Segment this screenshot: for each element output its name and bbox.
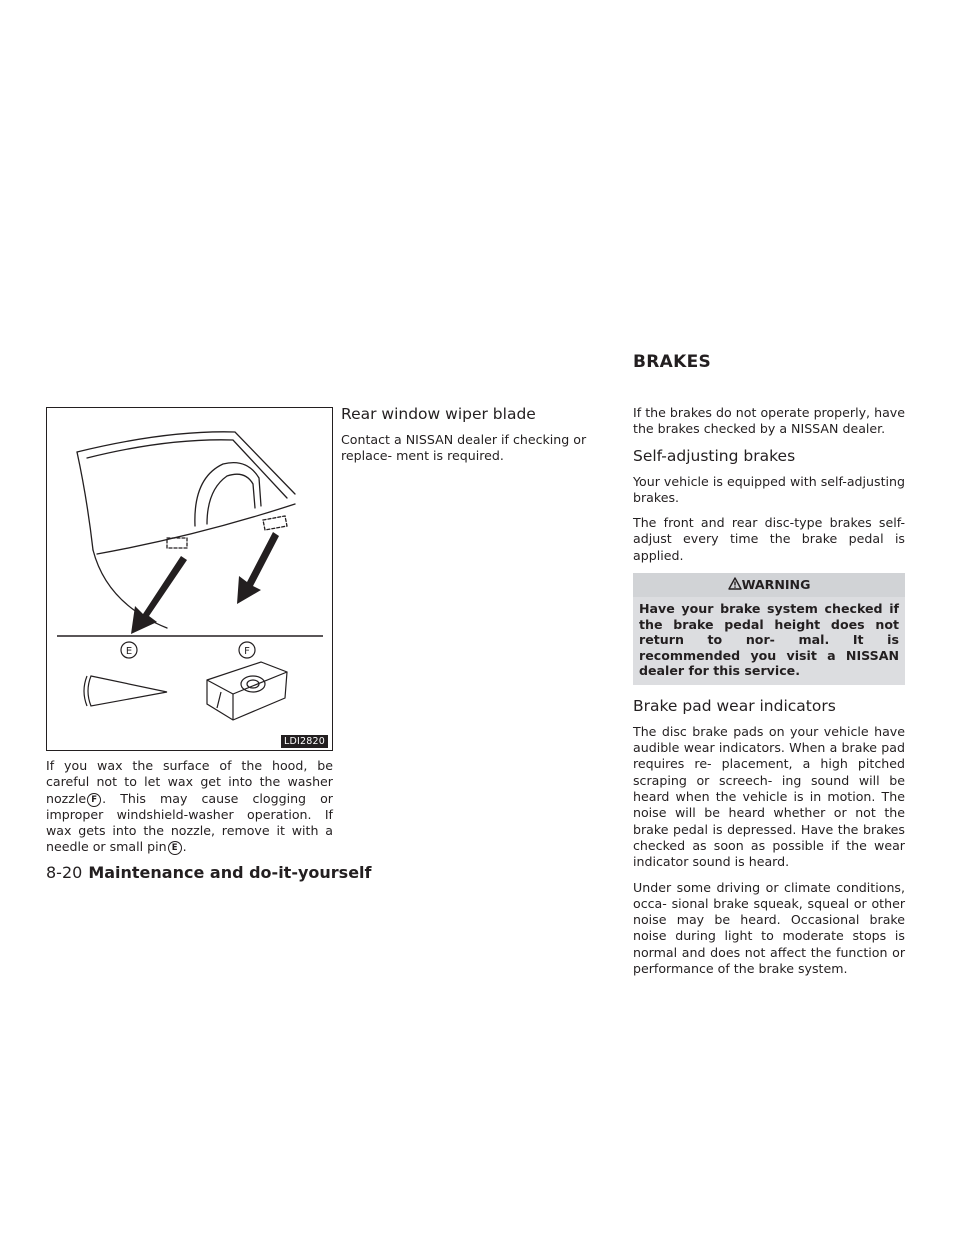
rear-wiper-paragraph: Contact a NISSAN dealer if checking or replace- ment is required.	[341, 432, 587, 464]
column-left	[46, 758, 333, 865]
illustration-drawing	[47, 408, 332, 750]
self-adjusting-paragraph-2: The front and rear disc-type brakes self-adjust every time the brake pedal is applied.	[633, 515, 905, 563]
warning-triangle-icon	[728, 577, 742, 590]
pad-wear-heading: Brake pad wear indicators	[633, 696, 836, 715]
chapter-title: Maintenance and do-it-yourself	[88, 863, 372, 882]
self-adjusting-heading: Self-adjusting brakes	[633, 446, 796, 465]
figure-id: LDI2820	[281, 735, 328, 748]
ref-f-marker: F	[87, 793, 101, 807]
pad-wear-paragraph-1: The disc brake pads on your vehicle have audible wear indicators. When a brake pad requires re- placement, a high pitched scraping or screech- ing sound will be heard when the vehicle is in motion. The noise will be heard whether or not the brake pedal is depressed. Have the brakes checked as soon as possible if the wear indicator sound is heard.	[633, 723, 905, 870]
callout-f: F	[244, 646, 250, 657]
rear-wiper-heading: Rear window wiper blade	[341, 405, 536, 423]
ref-e-marker: E	[168, 841, 182, 855]
warning-title: WARNING	[633, 573, 905, 597]
page-number: 8-20	[46, 863, 83, 882]
washer-nozzle-illustration	[46, 407, 333, 751]
warning-body: Have your brake system checked if the brake pedal height does not return to nor- mal. It is recommended you visit a NISSAN dealer for this service.	[639, 601, 899, 679]
section-heading: BRAKES	[633, 352, 712, 372]
hood-wax-paragraph: If you wax the surface of the hood, be careful not to let wax get into the washer nozzle F . This may cause clogging or improper windshield-washer operation. If wax gets into the nozzle, remove it with a needle or small pin E .	[46, 758, 333, 855]
column-right	[633, 405, 905, 986]
self-adjusting-paragraph-1: Your vehicle is equipped with self-adjusting brakes.	[633, 473, 905, 505]
brakes-intro-paragraph: If the brakes do not operate properly, have the brakes checked by a NISSAN dealer.	[633, 405, 905, 437]
column-middle	[341, 405, 618, 474]
pad-wear-paragraph-2: Under some driving or climate conditions, occa- sional brake squeak, squeal or other noise may be heard. Occasional brake noise during light to moderate stops is normal and does not affect the function or performance of the brake system.	[633, 879, 905, 977]
callout-e: E	[125, 646, 133, 657]
warning-box	[633, 573, 905, 685]
page-footer	[46, 863, 371, 882]
